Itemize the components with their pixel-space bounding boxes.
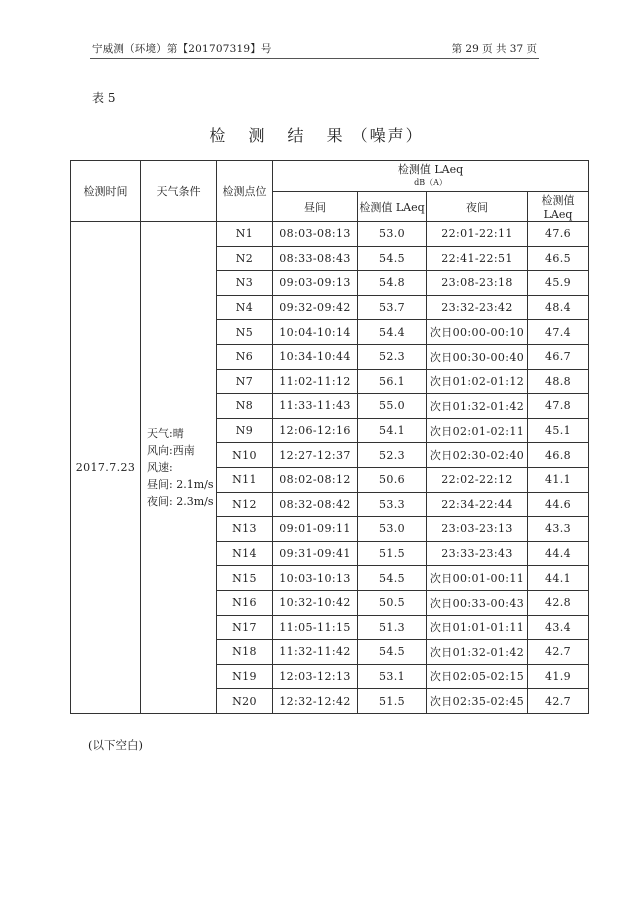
- day-time-cell: 11:32-11:42: [273, 640, 358, 665]
- day-time-cell: 08:02-08:12: [273, 467, 358, 492]
- day-time-cell: 09:01-09:11: [273, 517, 358, 542]
- day-value-cell: 54.1: [358, 418, 427, 443]
- day-value-cell: 50.6: [358, 467, 427, 492]
- point-cell: N5: [217, 320, 273, 345]
- night-value-cell: 44.4: [528, 541, 589, 566]
- day-time-cell: 12:32-12:42: [273, 689, 358, 714]
- night-value-cell: 47.4: [528, 320, 589, 345]
- header-day-value: 检测值 LAeq: [358, 192, 427, 222]
- day-time-cell: 10:34-10:44: [273, 344, 358, 369]
- report-number: 宁威测（环境）第【201707319】号: [92, 43, 272, 55]
- day-time-cell: 09:03-09:13: [273, 271, 358, 296]
- night-value-cell: 47.8: [528, 394, 589, 419]
- point-cell: N16: [217, 590, 273, 615]
- point-cell: N10: [217, 443, 273, 468]
- night-time-cell: 23:08-23:18: [427, 271, 528, 296]
- header-weather: 天气条件: [141, 161, 217, 222]
- night-value-cell: 46.5: [528, 246, 589, 271]
- night-value-cell: 48.8: [528, 369, 589, 394]
- night-value-cell: 41.9: [528, 664, 589, 689]
- day-time-cell: 08:32-08:42: [273, 492, 358, 517]
- page-counter: 第 29 页 共 37 页: [451, 43, 537, 55]
- day-value-cell: 53.7: [358, 295, 427, 320]
- weather-line: 风向:西南: [147, 443, 195, 457]
- night-time-cell: 次日02:30-02:40: [427, 443, 528, 468]
- night-time-cell: 次日02:35-02:45: [427, 689, 528, 714]
- point-cell: N11: [217, 467, 273, 492]
- night-value-cell: 48.4: [528, 295, 589, 320]
- day-value-cell: 50.5: [358, 590, 427, 615]
- night-time-cell: 次日01:02-01:12: [427, 369, 528, 394]
- night-value-cell: 44.6: [528, 492, 589, 517]
- night-value-cell: 45.9: [528, 271, 589, 296]
- day-time-cell: 12:03-12:13: [273, 664, 358, 689]
- night-time-cell: 次日00:01-00:11: [427, 566, 528, 591]
- header-value-unit: dB（A）: [414, 178, 447, 187]
- night-time-cell: 22:34-22:44: [427, 492, 528, 517]
- header-day: 昼间: [273, 192, 358, 222]
- day-value-cell: 53.3: [358, 492, 427, 517]
- day-value-cell: 54.5: [358, 640, 427, 665]
- day-value-cell: 52.3: [358, 443, 427, 468]
- day-value-cell: 53.0: [358, 222, 427, 247]
- point-cell: N20: [217, 689, 273, 714]
- date-cell: 2017.7.23: [71, 222, 141, 714]
- night-time-cell: 次日00:00-00:10: [427, 320, 528, 345]
- point-cell: N19: [217, 664, 273, 689]
- header-night-value: 检测值 LAeq: [528, 192, 589, 222]
- weather-line: 风速:: [147, 460, 173, 474]
- weather-line: 夜间: 2.3m/s: [147, 494, 214, 508]
- night-value-cell: 43.4: [528, 615, 589, 640]
- header-time: 检测时间: [71, 161, 141, 222]
- night-time-cell: 次日02:01-02:11: [427, 418, 528, 443]
- night-value-cell: 45.1: [528, 418, 589, 443]
- night-time-cell: 22:41-22:51: [427, 246, 528, 271]
- day-time-cell: 11:02-11:12: [273, 369, 358, 394]
- header-value-label: 检测值 LAeq: [397, 163, 464, 176]
- day-time-cell: 10:04-10:14: [273, 320, 358, 345]
- point-cell: N4: [217, 295, 273, 320]
- day-time-cell: 12:27-12:37: [273, 443, 358, 468]
- day-time-cell: 11:05-11:15: [273, 615, 358, 640]
- noise-results-table: [70, 160, 589, 714]
- night-value-cell: 43.3: [528, 517, 589, 542]
- table-number: 表 5: [92, 91, 116, 105]
- header-value-group: [273, 161, 589, 192]
- night-time-cell: 次日01:32-01:42: [427, 394, 528, 419]
- point-cell: N8: [217, 394, 273, 419]
- point-cell: N3: [217, 271, 273, 296]
- day-time-cell: 09:31-09:41: [273, 541, 358, 566]
- day-time-cell: 08:03-08:13: [273, 222, 358, 247]
- night-time-cell: 23:03-23:13: [427, 517, 528, 542]
- header-point: 检测点位: [217, 161, 273, 222]
- night-value-cell: 46.8: [528, 443, 589, 468]
- night-time-cell: 次日00:30-00:40: [427, 344, 528, 369]
- night-value-cell: 44.1: [528, 566, 589, 591]
- night-time-cell: 22:01-22:11: [427, 222, 528, 247]
- night-time-cell: 23:33-23:43: [427, 541, 528, 566]
- point-cell: N14: [217, 541, 273, 566]
- day-value-cell: 55.0: [358, 394, 427, 419]
- day-value-cell: 54.8: [358, 271, 427, 296]
- night-time-cell: 次日00:33-00:43: [427, 590, 528, 615]
- day-value-cell: 51.3: [358, 615, 427, 640]
- weather-line: 昼间: 2.1m/s: [147, 477, 214, 491]
- header-divider: [90, 58, 539, 59]
- day-time-cell: 11:33-11:43: [273, 394, 358, 419]
- day-value-cell: 52.3: [358, 344, 427, 369]
- point-cell: N9: [217, 418, 273, 443]
- night-time-cell: 次日01:32-01:42: [427, 640, 528, 665]
- table-row: [71, 222, 589, 247]
- weather-line: 天气:晴: [147, 426, 184, 440]
- point-cell: N17: [217, 615, 273, 640]
- day-value-cell: 54.5: [358, 246, 427, 271]
- point-cell: N1: [217, 222, 273, 247]
- page-title: [0, 123, 633, 146]
- night-time-cell: 22:02-22:12: [427, 467, 528, 492]
- night-value-cell: 42.7: [528, 689, 589, 714]
- day-value-cell: 54.4: [358, 320, 427, 345]
- point-cell: N15: [217, 566, 273, 591]
- point-cell: N12: [217, 492, 273, 517]
- point-cell: N7: [217, 369, 273, 394]
- night-value-cell: 46.7: [528, 344, 589, 369]
- point-cell: N6: [217, 344, 273, 369]
- point-cell: N2: [217, 246, 273, 271]
- day-time-cell: 10:32-10:42: [273, 590, 358, 615]
- night-value-cell: 42.8: [528, 590, 589, 615]
- night-value-cell: 42.7: [528, 640, 589, 665]
- footer-note: (以下空白): [88, 738, 143, 752]
- day-time-cell: 12:06-12:16: [273, 418, 358, 443]
- night-value-cell: 47.6: [528, 222, 589, 247]
- day-time-cell: 08:33-08:43: [273, 246, 358, 271]
- day-value-cell: 56.1: [358, 369, 427, 394]
- night-time-cell: 23:32-23:42: [427, 295, 528, 320]
- header-night: 夜间: [427, 192, 528, 222]
- day-value-cell: 51.5: [358, 689, 427, 714]
- title-main: 检 测 结 果: [209, 126, 352, 145]
- point-cell: N18: [217, 640, 273, 665]
- point-cell: N13: [217, 517, 273, 542]
- day-value-cell: 53.0: [358, 517, 427, 542]
- day-time-cell: 10:03-10:13: [273, 566, 358, 591]
- day-value-cell: 54.5: [358, 566, 427, 591]
- night-time-cell: 次日02:05-02:15: [427, 664, 528, 689]
- title-sub: （噪声）: [351, 126, 424, 145]
- night-value-cell: 41.1: [528, 467, 589, 492]
- night-time-cell: 次日01:01-01:11: [427, 615, 528, 640]
- day-time-cell: 09:32-09:42: [273, 295, 358, 320]
- weather-cell: [141, 222, 217, 714]
- day-value-cell: 53.1: [358, 664, 427, 689]
- day-value-cell: 51.5: [358, 541, 427, 566]
